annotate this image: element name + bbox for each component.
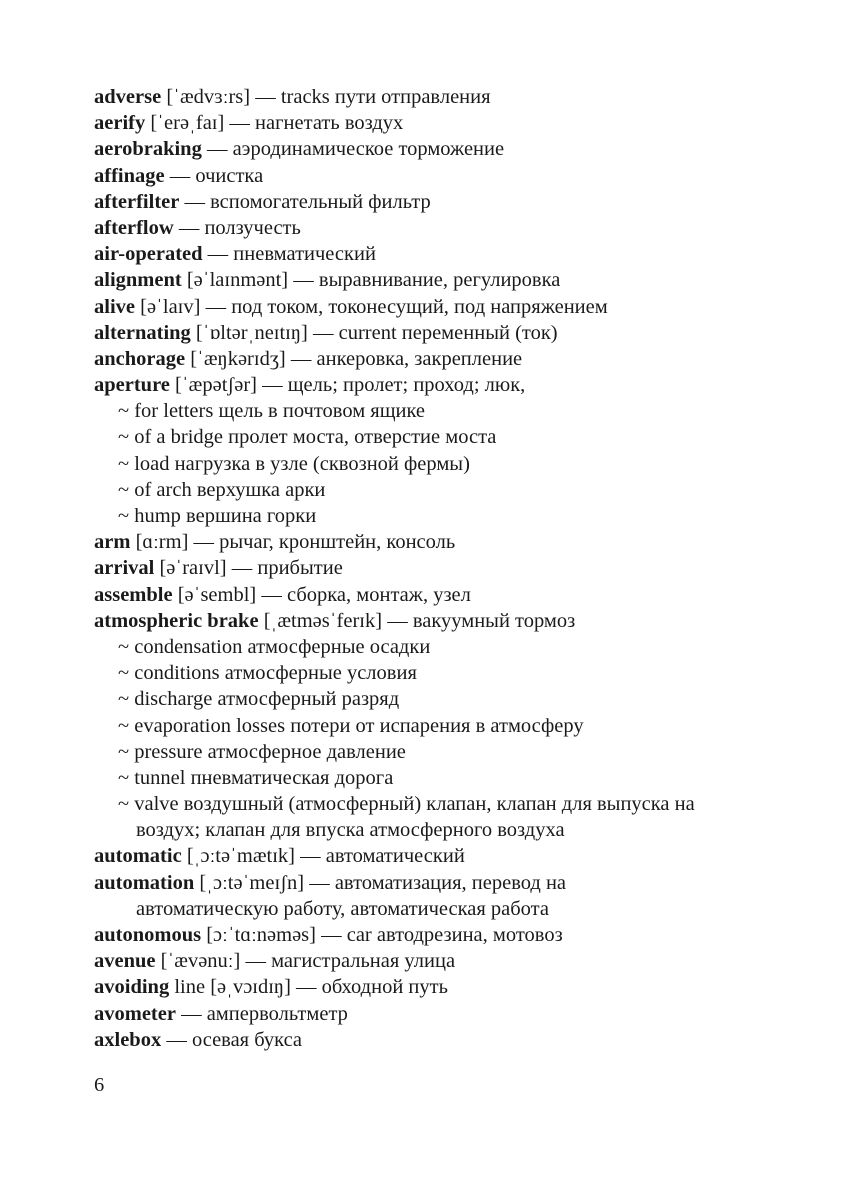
entry-definition: [ɑːrm] — рычаг, кронштейн, консоль	[130, 531, 456, 554]
entry-continuation: воздух; клапан для впуска атмосферного воздуха	[136, 819, 565, 842]
entry-definition: [ˈæpətʃər] — щель; пролет; проход; люк,	[169, 374, 526, 397]
entry-definition: — осевая букса	[161, 1028, 303, 1051]
entry-headword: afterfilter	[94, 190, 180, 213]
dictionary-entry	[94, 555, 794, 581]
entry-definition: [əˈlaɪv] — под током, токонесущий, под напряжением	[135, 295, 608, 318]
entry-definition: [ˌætməsˈferɪk] — вакуумный тормоз	[258, 609, 576, 632]
entry-subentry: ~ discharge атмосферный разряд	[118, 688, 400, 711]
dictionary-entry	[94, 84, 794, 110]
entry-headword: assemble	[94, 583, 173, 606]
entry-definition: [ˌɔːtəˈmeɪʃn] — автоматизация, перевод на	[194, 871, 567, 894]
entry-headword: automation	[94, 871, 195, 894]
entry-definition: — ампервольтметр	[175, 1002, 348, 1025]
entry-subentry: ~ tunnel пневматическая дорога	[118, 766, 394, 789]
dictionary-entry	[94, 922, 794, 948]
entry-subentry: ~ load нагрузка в узле (сквозной фермы)	[118, 452, 470, 475]
dictionary-entry	[94, 163, 794, 189]
entry-headword: afterflow	[94, 216, 174, 239]
dictionary-entry	[94, 1027, 794, 1053]
dictionary-entry	[94, 843, 794, 869]
entry-headword: alignment	[94, 269, 182, 292]
entry-definition: [ˈerəˌfaɪ] — нагнетать воздух	[145, 112, 404, 135]
dictionary-entry	[94, 215, 794, 241]
entry-headword: avoiding	[94, 976, 170, 999]
entry-subentry: ~ pressure атмосферное давление	[118, 740, 406, 763]
entry-headword: anchorage	[94, 347, 186, 370]
entry-definition: [əˈlaɪnmənt] — выравнивание, регулировка	[181, 269, 561, 292]
entry-subentry: ~ hump вершина горки	[118, 505, 317, 527]
entry-continuation: автоматическую работу, автоматическая работа	[136, 897, 549, 920]
dictionary-entry	[94, 320, 794, 346]
dictionary-entry	[94, 267, 794, 293]
entry-definition: — вспомогательный фильтр	[179, 190, 431, 213]
entry-headword: axlebox	[94, 1028, 162, 1051]
entry-headword: alternating	[94, 321, 191, 344]
dictionary-entry	[94, 346, 794, 372]
dictionary-entry	[94, 974, 794, 1000]
entry-headword: adverse	[94, 86, 162, 108]
entry-headword: affinage	[94, 164, 165, 187]
entry-definition: [əˈraɪvl] — прибытие	[154, 557, 343, 580]
dictionary-entry	[94, 582, 794, 608]
dictionary-entry	[94, 136, 794, 162]
entry-headword: alive	[94, 295, 135, 318]
dictionary-entry	[94, 372, 794, 398]
entry-definition: — очистка	[164, 164, 264, 187]
entry-subentry: ~ evaporation losses потери от испарения в атмосферу	[118, 714, 584, 737]
entry-subentry: ~ for letters щель в почтовом ящике	[118, 400, 426, 423]
entry-definition: [ˈædvɜːrs] — tracks пути отправления	[161, 86, 491, 108]
entry-definition: line [əˌvɔɪdɪŋ] — обходной путь	[169, 976, 448, 999]
entry-definition: [əˈsembl] — сборка, монтаж, узел	[172, 583, 471, 606]
entry-subentry: ~ of arch верхушка арки	[118, 478, 326, 501]
entry-definition: [ˈævənuː] — магистральная улица	[155, 950, 456, 973]
dictionary-entry	[94, 948, 794, 974]
entry-definition: [ˈɒltərˌneɪtɪŋ] — current переменный (ток)	[190, 321, 558, 344]
dictionary-entry	[94, 870, 794, 896]
entry-headword: arrival	[94, 557, 155, 580]
entry-headword: aperture	[94, 374, 170, 397]
entry-headword: atmospheric brake	[94, 609, 259, 632]
dictionary-entry	[94, 189, 794, 215]
page-number: 6	[94, 1074, 105, 1096]
entry-headword: aerify	[94, 112, 146, 135]
entry-subentry: ~ conditions атмосферные условия	[118, 662, 417, 685]
entry-headword: automatic	[94, 845, 182, 868]
entry-headword: autonomous	[94, 924, 202, 946]
entry-subentry: ~ valve воздушный (атмосферный) клапан, клапан для выпуска на	[118, 793, 695, 816]
entry-definition: — аэродинамическое торможение	[201, 138, 505, 161]
dictionary-entry	[94, 608, 794, 634]
entry-headword: avenue	[94, 950, 156, 973]
entry-definition: [ˈæŋkərɪdʒ] — анкеровка, закрепление	[185, 347, 523, 370]
entry-definition: [ɔːˈtɑːnəməs] — car автодрезина, мотовоз	[201, 924, 563, 946]
entry-subentry: ~ of a bridge пролет моста, отверстие моста	[118, 426, 497, 449]
entry-headword: aerobraking	[94, 138, 202, 161]
entry-headword: arm	[94, 531, 131, 554]
entry-definition: — ползучесть	[173, 216, 301, 239]
entry-headword: avometer	[94, 1002, 176, 1025]
dictionary-entry	[94, 294, 794, 320]
entry-headword: air-operated	[94, 243, 203, 266]
entry-subentry: ~ condensation атмосферные осадки	[118, 635, 431, 658]
dictionary-entry	[94, 241, 794, 267]
entry-definition: — пневматический	[202, 243, 376, 266]
dictionary-entry	[94, 110, 794, 136]
entry-definition: [ˌɔːtəˈmætɪk] — автоматический	[181, 845, 465, 868]
entry-list	[94, 84, 794, 1053]
dictionary-entry	[94, 1001, 794, 1027]
dictionary-entry	[94, 529, 794, 555]
